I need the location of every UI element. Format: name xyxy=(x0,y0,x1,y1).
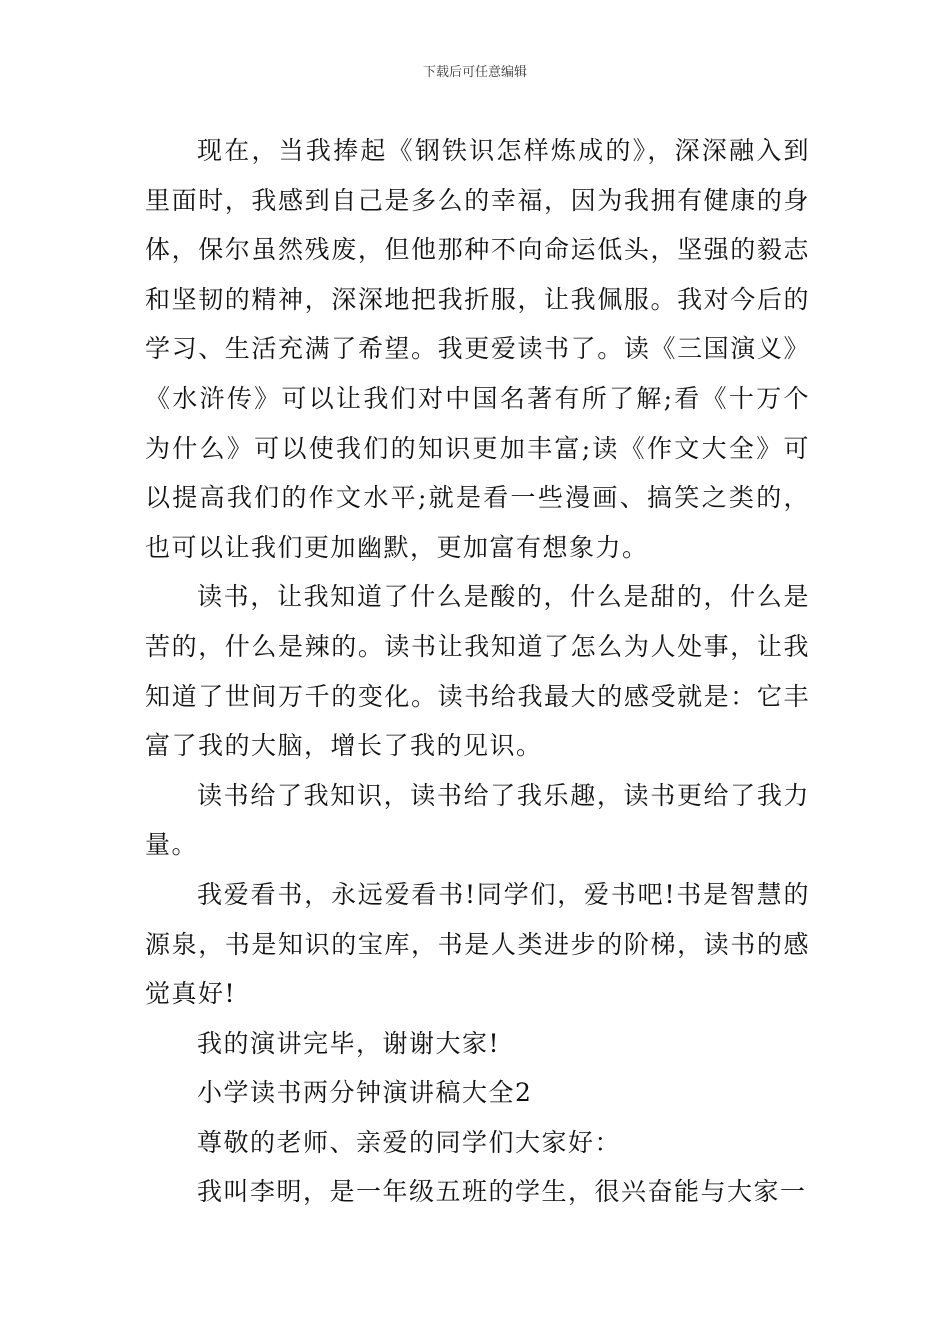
salutation: 尊敬的老师、亲爱的同学们大家好： xyxy=(197,1127,622,1157)
paragraph: 现在，当我捧起《钢铁识怎样炼成的》，深深融入到里面时，我感到自己是多么的幸福，因为我拥有健康的身体，保尔虽然残废，但他那种不向命运低头，坚强的毅志和坚韧的精神，深深地把我折服，让我佩服。我对今后的学习、生活充满了希望。我更爱读书了。读《三国演义》《水浒传》可以让我们对中国名著有所了解;看《十万个为什么》可以使我们的知识更加丰富;读《作文大全》可以提高我们的作文水平;就是看一些漫画、搞笑之类的，也可以让我们更加幽默，更加富有想象力。 xyxy=(145,136,810,562)
paragraph: 我叫李明，是一年级五班的学生，很兴奋能与大家一 xyxy=(197,1177,807,1207)
paragraph: 读书给了我知识，读书给了我乐趣，读书更给了我力量。 xyxy=(145,780,810,860)
page-header: 下载后可任意编辑 xyxy=(422,65,527,80)
paragraph: 我的演讲完毕，谢谢大家! xyxy=(197,1028,501,1058)
document-body xyxy=(145,126,810,1217)
section-title: 小学读书两分钟演讲稿大全2 xyxy=(197,1078,533,1108)
paragraph: 我爱看书，永远爱看书!同学们，爱书吧!书是智慧的源泉，书是知识的宝库，书是人类进步的阶梯，读书的感觉真好! xyxy=(145,879,810,1009)
paragraph: 读书，让我知道了什么是酸的，什么是甜的，什么是苦的，什么是辣的。读书让我知道了怎么为人处事，让我知道了世间万千的变化。读书给我最大的感受就是：它丰富了我的大脑，增长了我的见识。 xyxy=(145,582,810,761)
